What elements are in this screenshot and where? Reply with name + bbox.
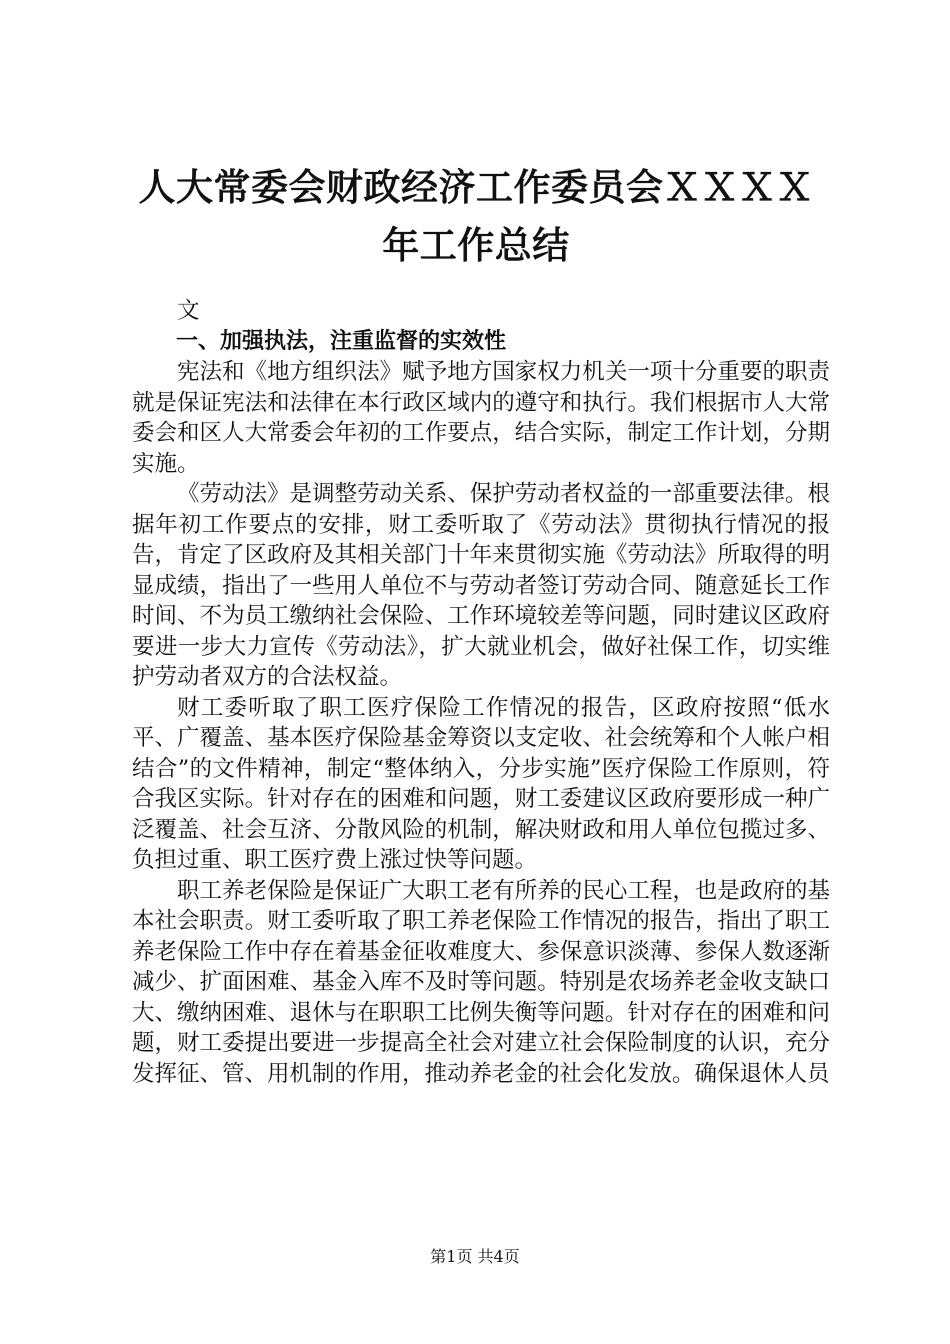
doc-label: 文 (177, 298, 200, 324)
paragraph: 职工养老保险是保证广大职工老有所养的民心工程，也是政府的基本社会职责。财工委听取了职工养老保险工作情况的报告，指出了职工养老保险工作中存在着基金征收难度大、参保意识淡薄、参保人数逐渐减少、扩面困难、基金入库不及时等问题。特别是农场养老金收支缺口大、缴纳困难、退休与在职职工比例失衡等问题。针对存在的困难和问题，财工委提出要进一步提高全社会对建立社会保险制度的认识，充分发挥征、管、用机制的作用，推动养老金的社会化发放。确保退休人员 (132, 877, 830, 1087)
paragraph: 宪法和《地方组织法》赋予地方国家权力机关一项十分重要的职责就是保证宪法和法律在本行政区域内的遵守和执行。我们根据市人大常委会和区人大常委会年初的工作要点，结合实际，制定工作计划，分期实施。 (132, 359, 830, 477)
paragraph: 财工委听取了职工医疗保险工作情况的报告，区政府按照“低水平、广覆盖、基本医疗保险基金筹资以支定收、社会统筹和个人帐户相结合”的文件精神，制定“整体纳入，分步实施”医疗保险工作原则，符合我区实际。针对存在的困难和问题，财工委建议区政府要形成一种广泛覆盖、社会互济、分散风险的机制，解决财政和用人单位包揽过多、负担过重、职工医疗费上涨过快等问题。 (132, 694, 830, 873)
page-footer: 第1页 共4页 (430, 1247, 520, 1266)
paragraph: 《劳动法》是调整劳动关系、保护劳动者权益的一部重要法律。根据年初工作要点的安排，财工委听取了《劳动法》贯彻执行情况的报告，肯定了区政府及其相关部门十年来贯彻实施《劳动法》所取得的明显成绩，指出了一些用人单位不与劳动者签订劳动合同、随意延长工作时间、不为员工缴纳社会保险、工作环境较差等问题，同时建议区政府要进一步大力宣传《劳动法》，扩大就业机会，做好社保工作，切实维护劳动者双方的合法权益。 (132, 481, 830, 690)
document-body (132, 296, 830, 1089)
section-heading: 一、加强执法，注重监督的实效性 (176, 328, 507, 354)
document-title: 人大常委会财政经济工作委员会ＸＸＸＸ年工作总结 (138, 165, 814, 267)
